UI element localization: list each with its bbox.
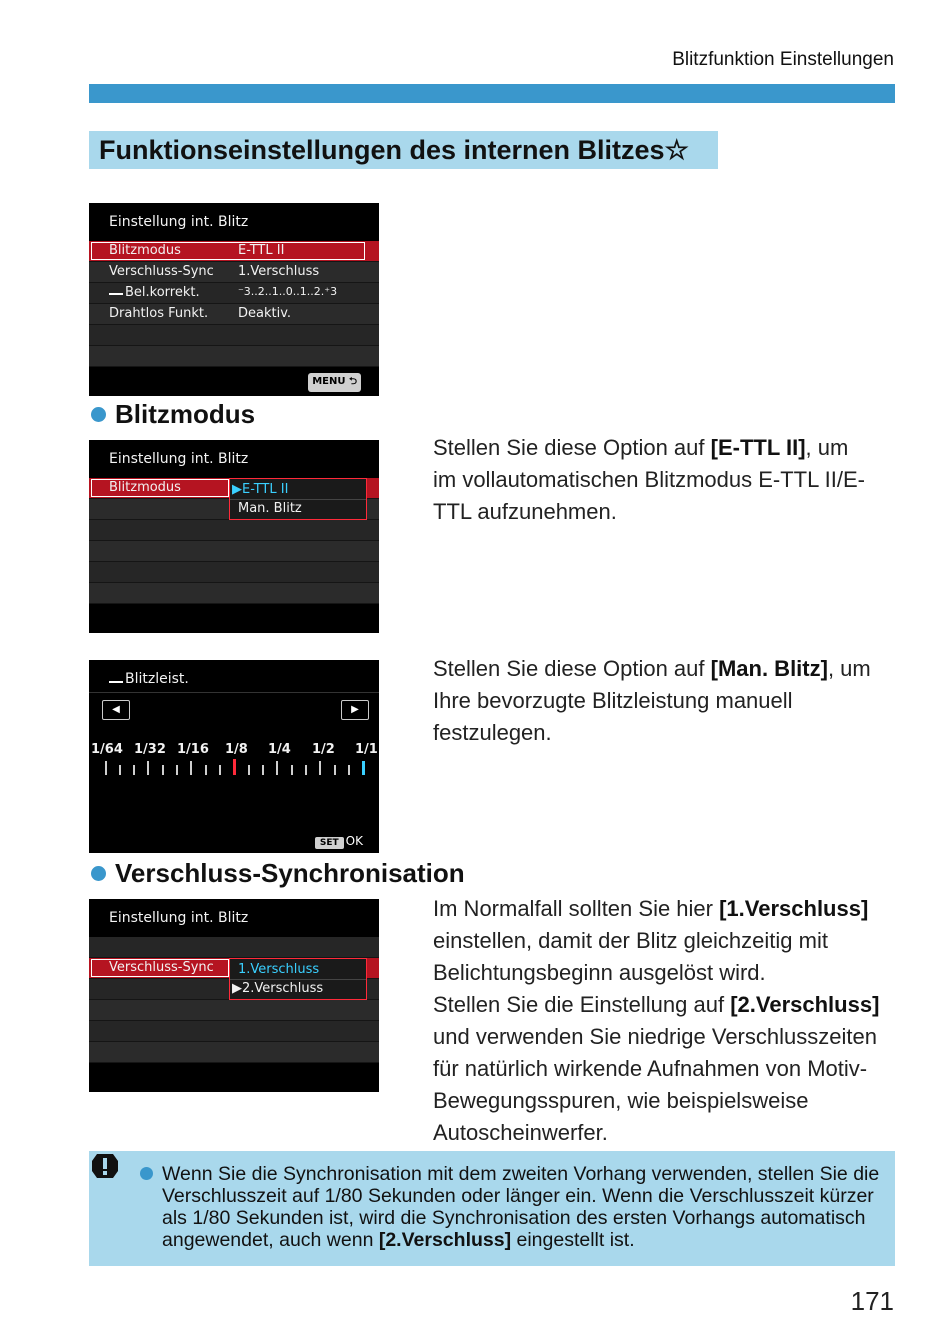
sync-paragraph-2: Stellen Sie die Einstellung auf [2.Verschluss] und verwenden Sie niedrige Verschlusszeiten für natürlich wirkende Aufnahmen von Motiv-Bewegungsspuren, wie beispielsweise Autoscheinwerfer.: [433, 992, 880, 1145]
screen-blitzleistung: Blitzleist. ◀ ▶ 1/64 1/32 1/16 1/8 1/4 1/2 1/1 SET OK: [89, 660, 379, 853]
current-level-marker: [233, 759, 236, 775]
flash-output-icon: [109, 672, 123, 683]
caution-text: Wenn Sie die Synchronisation mit dem zweiten Vorhang verwenden, stellen Sie die Verschlusszeit auf 1/80 Sekunden oder länger ein. Wenn die Verschlusszeit kürzer als 1/80 Sekunden ist, wird die Synchronisation des ersten Vorhangs automatisch angewendet, auch wenn [2.Verschluss] eingestellt ist.: [162, 1163, 880, 1251]
bullet-icon: [91, 407, 106, 422]
menu-back-button[interactable]: MENU ⮌: [308, 373, 361, 392]
star-icon: ☆: [664, 135, 689, 165]
menu-row-blitzmodus[interactable]: Blitzmodus E-TTL II: [89, 241, 379, 262]
max-level-marker: [362, 761, 365, 775]
heading-sync: Verschluss-Synchronisation: [91, 858, 465, 889]
menu-row-blitzmodus[interactable]: Blitzmodus: [89, 478, 379, 499]
menu-row-bel-korrekt[interactable]: Bel.korrekt. ⁻3..2..1..0..1..2.⁺3: [89, 283, 379, 304]
screen-blitzmodus: Einstellung int. Blitz Blitzmodus ▶E-TTL II Man. Blitz: [89, 440, 379, 633]
sync-description: [433, 893, 903, 1149]
flash-comp-icon: [109, 284, 123, 295]
menu-row-verschluss-sync[interactable]: Verschluss-Sync 1.Verschluss: [89, 262, 379, 283]
decrease-button[interactable]: ◀: [102, 700, 130, 720]
blitzleistung-description: Stellen Sie diese Option auf [Man. Blitz], um Ihre bevorzugte Blitzleistung manuell festzulegen.: [433, 656, 871, 745]
option-1-verschluss[interactable]: 1.Verschluss: [238, 962, 320, 977]
option-popup: [229, 958, 367, 1000]
page-number: 171: [850, 1286, 894, 1316]
option-2-verschluss[interactable]: ▶2.Verschluss: [232, 981, 324, 996]
caution-icon: [91, 1152, 119, 1180]
screen-title: Einstellung int. Blitz: [109, 214, 249, 230]
header-bar: [89, 84, 895, 103]
screen-verschluss-sync: Einstellung int. Blitz Verschluss-Sync 1.Verschluss ▶2.Verschluss: [89, 899, 379, 1092]
menu-row-drahtlos[interactable]: Drahtlos Funkt. Deaktiv.: [89, 304, 379, 325]
bullet-icon: [140, 1167, 153, 1180]
section-title: Funktionseinstellungen des internen Blitzes☆: [89, 131, 718, 169]
bullet-icon: [91, 866, 106, 881]
option-e-ttl-ii[interactable]: ▶E-TTL II: [232, 482, 289, 497]
header-title: Blitzfunktion Einstellungen: [672, 49, 894, 70]
menu-screen-internal-flash: [89, 203, 379, 396]
heading-blitzmodus: Blitzmodus: [91, 399, 255, 430]
option-popup: [229, 478, 367, 520]
menu-row-verschluss-sync[interactable]: Verschluss-Sync: [89, 958, 379, 979]
set-ok-button[interactable]: SET OK: [315, 834, 363, 848]
option-man-blitz[interactable]: Man. Blitz: [238, 501, 302, 516]
sync-paragraph-1: Im Normalfall sollten Sie hier [1.Verschluss] einstellen, damit der Blitz gleichzeitig mit Belichtungsbeginn ausgelöst wird.: [433, 896, 869, 985]
increase-button[interactable]: ▶: [341, 700, 369, 720]
blitzmodus-description: Stellen Sie diese Option auf [E-TTL II], um im vollautomatischen Blitzmodus E-TTL II/E-TTL aufzunehmen.: [433, 435, 865, 524]
return-arrow-icon: ⮌: [348, 376, 357, 387]
